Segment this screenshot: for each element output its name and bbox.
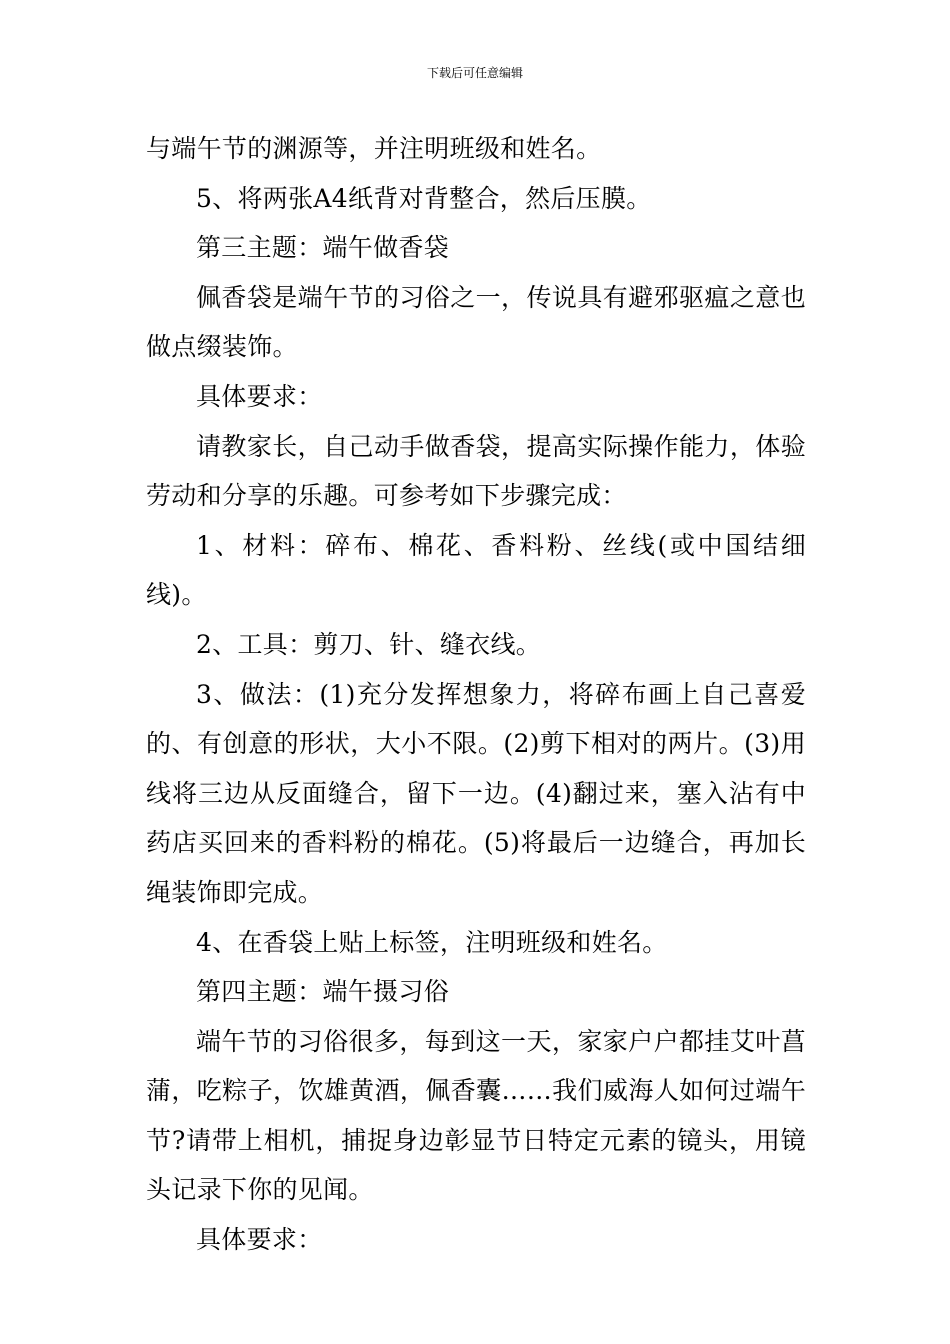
document-body	[146, 124, 806, 1265]
section-heading: 第三主题：端午做香袋	[196, 233, 450, 263]
list-item: 4、在香袋上贴上标签，注明班级和姓名。	[196, 927, 668, 957]
requirements-heading: 具体要求：	[196, 381, 323, 411]
paragraph: 端午节的习俗很多，每到这一天，家家户户都挂艾叶菖蒲，吃粽子，饮雄黄酒，佩香囊……我们威海人如何过端午节?请带上相机，捕捉身边彰显节日特定元素的镜头，用镜头记录下你的见闻。	[146, 1026, 806, 1205]
section-heading: 第四主题：端午摄习俗	[196, 977, 450, 1007]
page-header: 下载后可任意编辑	[426, 66, 523, 80]
list-item: 2、工具：剪刀、针、缝衣线。	[196, 629, 542, 659]
paragraph: 佩香袋是端午节的习俗之一，传说具有避邪驱瘟之意也做点缀装饰。	[146, 282, 806, 362]
paragraph: 与端午节的渊源等，并注明班级和姓名。	[146, 134, 602, 163]
list-item: 1、材料：碎布、棉花、香料粉、丝线(或中国结细线)。	[146, 530, 806, 610]
requirements-heading: 具体要求：	[196, 1225, 323, 1255]
list-item: 3、做法：(1)充分发挥想象力，将碎布画上自己喜爱的、有创意的形状，大小不限。(2)剪下相对的两片。(3)用线将三边从反面缝合，留下一边。(4)翻过来，塞入沾有中药店买回来的香料粉的棉花。(5)将最后一边缝合，再加长绳装饰即完成。	[146, 679, 806, 907]
paragraph: 5、将两张A4纸背对背整合，然后压膜。	[196, 183, 652, 213]
paragraph: 请教家长，自己动手做香袋，提高实际操作能力，体验劳动和分享的乐趣。可参考如下步骤完成：	[146, 431, 806, 511]
